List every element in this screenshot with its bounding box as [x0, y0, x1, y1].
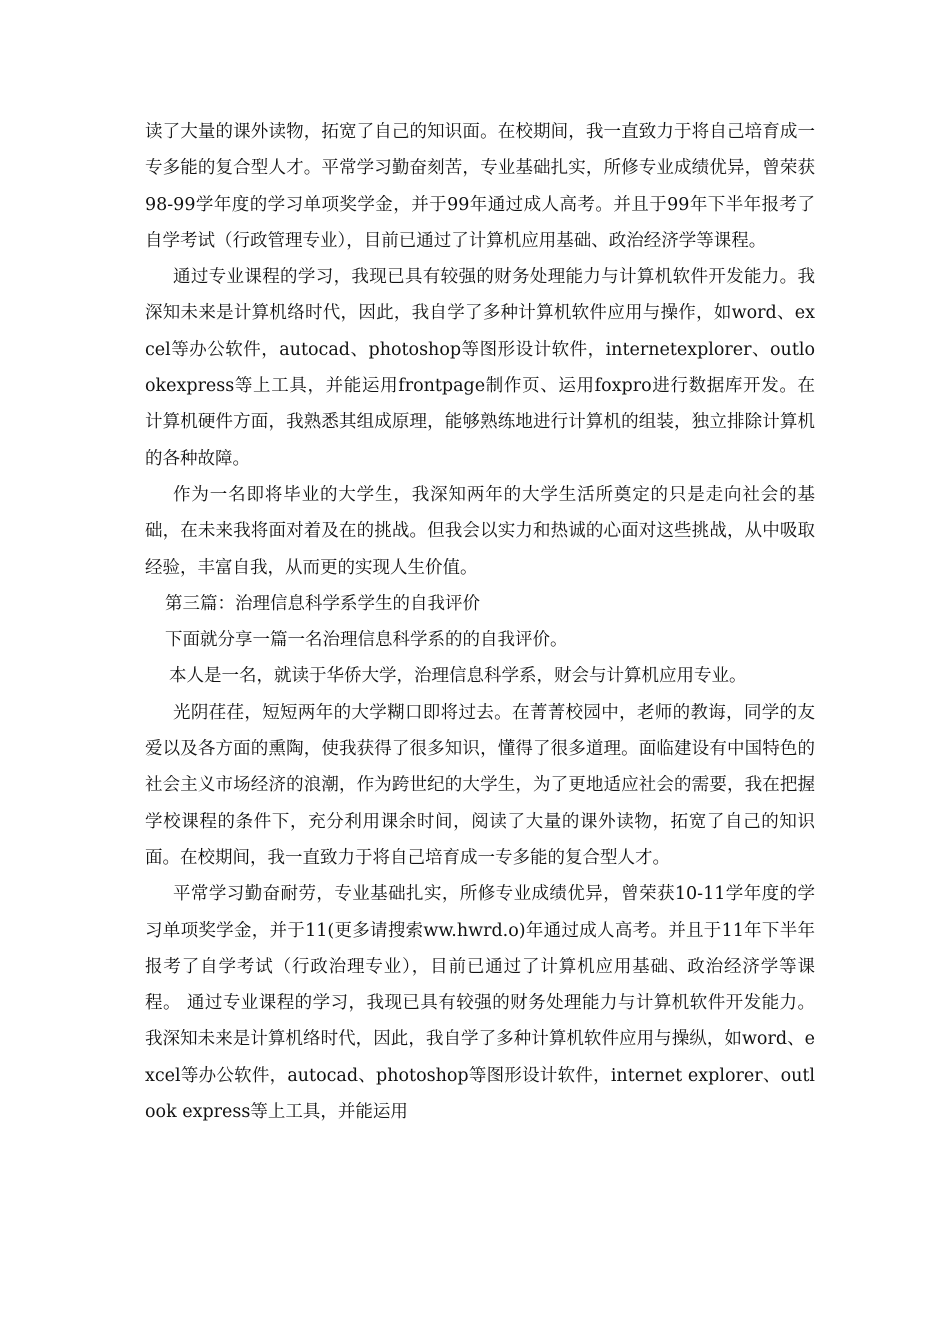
- paragraph-intro: 下面就分享一篇一名治理信息科学系的的自我评价。: [165, 630, 568, 651]
- paragraph-4: 光阴荏荏，短短两年的大学糊口即将过去。在菁菁校园中，老师的教诲，同学的友爱以及各方面的熏陶，使我获得了很多知识，懂得了很多道理。面临建设有中国特色的社会主义市场经济的浪潮，作为跨世纪的大学生，为了更地适应社会的需要，我在把握学校课程的条件下，充分利用课余时间，阅读了大量的课外读物，拓宽了自己的知识面。在校期间，我一直致力于将自己培育成一专多能的复合型人才。: [145, 702, 815, 868]
- paragraph-3: 作为一名即将毕业的大学生，我深知两年的大学生活所奠定的只是走向社会的基础，在未来我将面对着及在的挑战。但我会以实力和热诚的心面对这些挑战，从中吸取经验，丰富自我，从而更的实现人生价值。: [145, 484, 815, 578]
- paragraph-self-intro: 本人是一名，就读于华侨大学，治理信息科学系，财会与计算机应用专业。: [169, 666, 747, 687]
- paragraph-5: 平常学习勤奋耐劳，专业基础扎实，所修专业成绩优异，曾荣获10-11学年度的学习单项奖学金，并于11(更多请搜索ww.hwrd.o)年通过成人高考。并且于11年下半年报考了自学考试（行政治理专业），目前已通过了计算机应用基础、政治经济学等课程。 通过专业课程的学习，我现已具有较强的财务处理能力与计算机软件开发能力。我深知未来是计算机络时代，因此，我自学了多种计算机软件应用与操纵，如word、excel等办公软件，autocad、photoshop等图形设计软件，internet explorer、outlook express等上工具，并能运用: [145, 884, 815, 1123]
- document-body: [145, 114, 815, 1130]
- section-heading: 第三篇：治理信息科学系学生的自我评价: [165, 593, 480, 614]
- paragraph-2: 通过专业课程的学习，我现已具有较强的财务处理能力与计算机软件开发能力。我深知未来是计算机络时代，因此，我自学了多种计算机软件应用与操作，如word、excel等办公软件，autocad、photoshop等图形设计软件，internetexplorer、outlookexpress等上工具，并能运用frontpage制作页、运用foxpro进行数据库开发。在计算机硬件方面，我熟悉其组成原理，能够熟练地进行计算机的组装，独立排除计算机的各种故障。: [145, 267, 815, 469]
- paragraph-1: 读了大量的课外读物，拓宽了自己的知识面。在校期间，我一直致力于将自己培育成一专多能的复合型人才。平常学习勤奋刻苦，专业基础扎实，所修专业成绩优异，曾荣获98-99学年度的学习单项奖学金，并于99年通过成人高考。并且于99年下半年报考了自学考试（行政管理专业），目前已通过了计算机应用基础、政治经济学等课程。: [145, 122, 815, 251]
